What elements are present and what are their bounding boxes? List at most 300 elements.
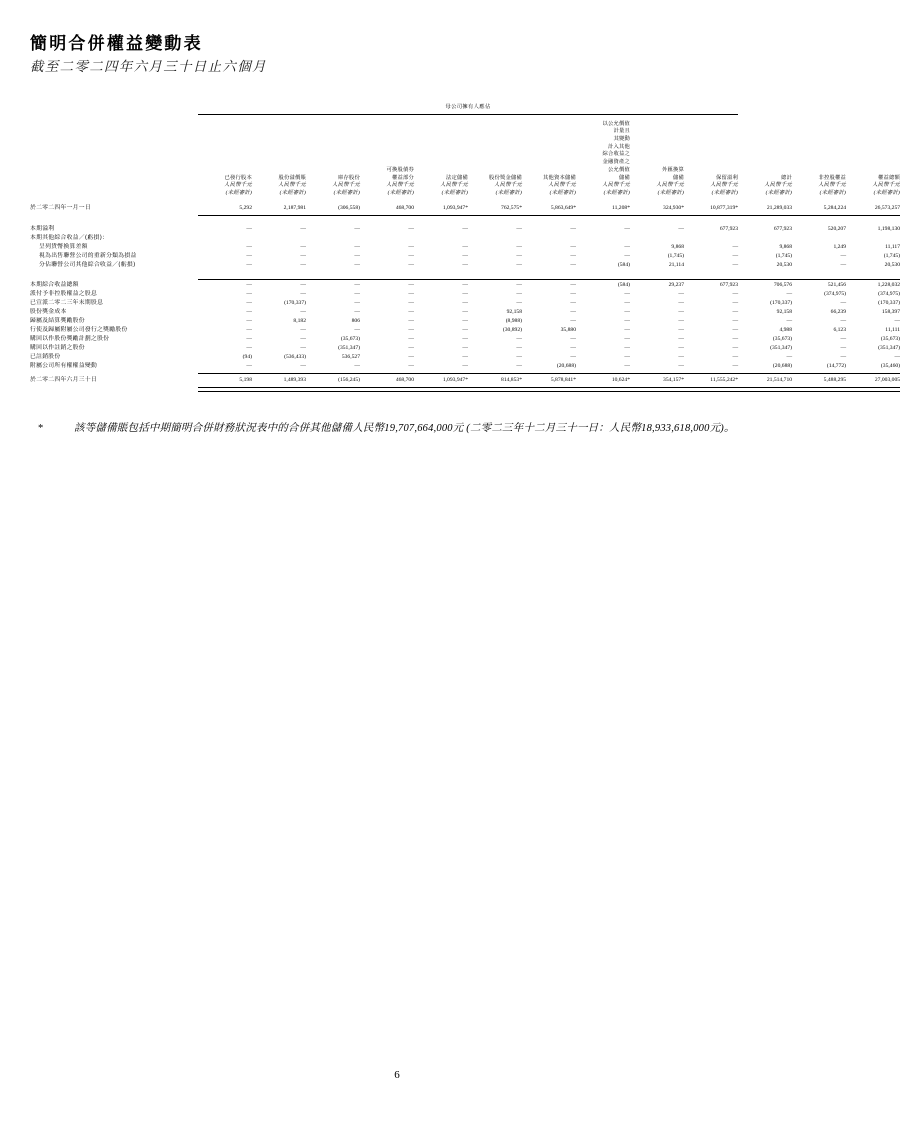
cell-value: 706,576 <box>773 282 793 289</box>
cell-value: 6,123 <box>833 327 847 334</box>
row-label: 購回以作股份獎勵計劃之股份 <box>30 336 110 343</box>
cell-value: — <box>678 300 684 307</box>
row-label: 派付予非控股權益之股息 <box>30 291 98 298</box>
cell-value: — <box>246 318 252 325</box>
cell-value: 5,292 <box>239 204 252 211</box>
footnote <box>30 420 764 438</box>
cell-value: — <box>246 327 252 334</box>
cell-value: — <box>246 282 252 289</box>
cell-value: — <box>786 291 793 298</box>
cell-value: 5,878,841* <box>550 376 576 383</box>
cell-value: — <box>246 252 252 259</box>
table-row <box>30 351 900 360</box>
table-row <box>30 306 900 315</box>
cell-value: 9,868 <box>671 243 684 250</box>
cell-value <box>684 232 738 241</box>
cell-value: — <box>678 318 684 325</box>
cell-value: — <box>354 291 360 298</box>
cell-value: — <box>354 225 360 232</box>
cell-value: (306,558) <box>338 204 360 211</box>
cell-value: — <box>516 345 522 352</box>
cell-value <box>846 232 900 241</box>
cell-value: — <box>408 354 414 361</box>
cell-value: (170,337) <box>878 300 900 307</box>
row-label: 購回以作註銷之股份 <box>30 345 85 352</box>
cell-value: 21,114 <box>668 261 684 268</box>
cell-value: (584) <box>617 261 630 268</box>
cell-value: — <box>570 282 576 289</box>
cell-value: — <box>300 243 306 250</box>
cell-value: (14,772) <box>826 363 847 370</box>
cell-value: — <box>408 282 414 289</box>
column-header-name: 可換股債券 權益部分 <box>386 166 414 181</box>
table-row <box>30 315 900 324</box>
row-label: 視為出售聯營公司的重新分類為損益 <box>39 252 137 259</box>
column-header-unit: 人民幣千元 <box>602 182 630 189</box>
cell-value: 521,456 <box>827 282 847 289</box>
cell-value: 468,700 <box>395 204 414 211</box>
cell-value <box>360 232 414 241</box>
cell-value: — <box>732 363 739 370</box>
cell-value: — <box>732 345 739 352</box>
cell-value: — <box>462 318 468 325</box>
cell-value: 35,880 <box>560 327 576 334</box>
cell-value: — <box>408 261 414 268</box>
cell-value: — <box>840 252 847 259</box>
cell-value: 4,988 <box>779 327 793 334</box>
cell-value: 20,530 <box>884 261 900 268</box>
column-header-name: 法定儲備 <box>446 174 468 181</box>
cell-value: 1,198,130 <box>877 225 900 232</box>
column-header-name: 庫存股份 <box>338 174 360 181</box>
cell-value: 520,207 <box>827 225 847 232</box>
cell-value: 11,111 <box>885 327 900 334</box>
cell-value: — <box>894 354 900 361</box>
cell-value: (374,975) <box>824 291 847 298</box>
column-header-name: 以公允價值 計量且 其變動 計入其他 綜合收益之 金融資產之 公允價值 儲備 <box>602 120 630 181</box>
cell-value: (351,347) <box>878 345 900 352</box>
column-header-11 <box>738 121 792 198</box>
cell-value: (20,688) <box>772 363 793 370</box>
cell-value: — <box>516 291 522 298</box>
cell-value: 10,624* <box>611 376 630 383</box>
row-label: 本期溢利 <box>30 225 55 232</box>
cell-value: 9,868 <box>779 243 793 250</box>
cell-value: — <box>246 261 252 268</box>
table-row <box>30 232 900 241</box>
cell-value: 354,157* <box>663 376 684 383</box>
cell-value: — <box>840 354 847 361</box>
cell-value: — <box>678 336 684 343</box>
column-header-7 <box>522 121 576 198</box>
cell-value: — <box>516 282 522 289</box>
cell-value: — <box>408 300 414 307</box>
cell-value: — <box>678 327 684 334</box>
column-header-name: 總計 <box>781 174 793 181</box>
row-label: 於二零二四年六月三十日 <box>30 376 98 383</box>
cell-value: 677,923 <box>719 282 739 289</box>
column-header-name: 股份獎金儲備 <box>489 174 522 181</box>
cell-value: — <box>624 300 630 307</box>
cell-value: — <box>624 225 630 232</box>
cell-value: 1,249 <box>833 243 847 250</box>
cell-value: — <box>516 252 522 259</box>
cell-value: — <box>624 354 630 361</box>
cell-value: (170,337) <box>770 300 793 307</box>
cell-value: — <box>246 225 252 232</box>
cell-value: — <box>246 309 252 316</box>
cell-value: — <box>516 363 522 370</box>
cell-value: — <box>840 318 847 325</box>
column-header-name: 股份溢價賬 <box>278 174 306 181</box>
cell-value: — <box>462 363 468 370</box>
cell-value: 762,575* <box>501 204 522 211</box>
column-header-audit: (未經審計) <box>657 190 684 196</box>
column-header-name: 已發行股本 <box>224 174 252 181</box>
page-subtitle: 截至二零二四年六月三十日止六個月 <box>30 59 267 75</box>
cell-value <box>198 232 252 241</box>
cell-value: (1,745) <box>667 252 684 259</box>
cell-value: (170,337) <box>284 300 306 307</box>
cell-value: — <box>732 300 739 307</box>
cell-value: — <box>408 336 414 343</box>
cell-value: — <box>732 291 739 298</box>
cell-value: (584) <box>617 282 630 289</box>
row-label: 於二零二四年一月一日 <box>30 204 91 211</box>
row-label: 已宣派二零二三年末期股息 <box>30 300 104 307</box>
cell-value: — <box>624 318 630 325</box>
cell-value: (1,745) <box>775 252 793 259</box>
column-header-unit: 人民幣千元 <box>494 182 522 189</box>
row-label: 本期其他綜合收益／(虧損)： <box>30 234 109 241</box>
cell-value: — <box>246 243 252 250</box>
cell-value: — <box>462 336 468 343</box>
cell-value: — <box>732 336 739 343</box>
column-header-audit: (未經審計) <box>549 190 576 196</box>
column-header-name: 非控股權益 <box>818 174 847 181</box>
cell-value: 1,093,947* <box>442 376 468 383</box>
cell-value: — <box>570 291 576 298</box>
cell-value: 1,228,032 <box>877 282 900 289</box>
cell-value: — <box>462 327 468 334</box>
cell-value: — <box>516 354 522 361</box>
cell-value <box>792 232 846 241</box>
cell-value: (351,347) <box>770 345 793 352</box>
column-header-6 <box>468 121 522 198</box>
cell-value: — <box>678 291 684 298</box>
column-header-audit: (未經審計) <box>333 190 360 196</box>
column-header-4 <box>360 121 414 198</box>
cell-value: 21,514,710 <box>766 376 793 383</box>
cell-value: — <box>570 243 576 250</box>
cell-value: — <box>246 363 252 370</box>
cell-value: — <box>462 354 468 361</box>
cell-value <box>414 232 468 241</box>
column-header-audit: (未經審計) <box>495 190 522 196</box>
cell-value <box>252 232 306 241</box>
table-row <box>30 342 900 351</box>
cell-value: (20,688) <box>556 363 576 370</box>
table-row <box>30 241 900 250</box>
cell-value: 468,700 <box>395 376 414 383</box>
cell-value: — <box>624 252 630 259</box>
cell-value: — <box>354 282 360 289</box>
cell-value: — <box>462 300 468 307</box>
cell-value: — <box>300 327 306 334</box>
cell-value: 806 <box>351 318 360 325</box>
cell-value: — <box>732 354 739 361</box>
cell-value: — <box>732 318 739 325</box>
cell-value: — <box>678 363 684 370</box>
cell-value: — <box>300 363 306 370</box>
cell-value: — <box>462 261 468 268</box>
cell-value: — <box>624 309 630 316</box>
cell-value: (30,892) <box>502 327 522 334</box>
cell-value: 11,555,242* <box>710 376 739 383</box>
cell-value: 26,573,257 <box>874 204 900 211</box>
cell-value: — <box>408 225 414 232</box>
page-number: 6 <box>394 1069 400 1081</box>
column-header-unit: 人民幣千元 <box>332 182 360 189</box>
cell-value: — <box>462 225 468 232</box>
column-header-10 <box>684 121 738 198</box>
table-row <box>30 223 900 232</box>
cell-value: — <box>408 363 414 370</box>
row-label: 本期綜合收益總額 <box>30 282 79 289</box>
cell-value: (351,347) <box>338 345 360 352</box>
cell-value: — <box>462 309 468 316</box>
footnote-text: 該等儲備賬包括中期簡明合併財務狀況表中的合併其他儲備人民幣19,707,664,000元 (二零二三年十二月三十一日：人民幣18,933,618,000元)。 <box>74 422 735 434</box>
cell-value: — <box>354 300 360 307</box>
cell-value: — <box>408 252 414 259</box>
cell-value: — <box>624 243 630 250</box>
cell-value: — <box>354 252 360 259</box>
cell-value: — <box>408 327 414 334</box>
cell-value: (1,745) <box>883 252 900 259</box>
column-header-name: 權益總額 <box>878 174 900 181</box>
cell-value: — <box>300 309 306 316</box>
column-header-unit: 人民幣千元 <box>656 182 684 189</box>
cell-value: 5,198 <box>239 376 252 383</box>
cell-value: 677,923 <box>773 225 793 232</box>
cell-value <box>738 232 792 241</box>
cell-value: — <box>570 261 576 268</box>
cell-value: — <box>408 318 414 325</box>
cell-value: 158,397 <box>881 309 900 316</box>
column-header-1 <box>198 121 252 198</box>
cell-value: — <box>678 225 684 232</box>
cell-value: (94) <box>242 354 252 361</box>
cell-value: — <box>300 252 306 259</box>
table-row <box>30 250 900 259</box>
column-header-13 <box>846 121 900 198</box>
cell-value: — <box>246 291 252 298</box>
column-header-audit: (未經審計) <box>441 190 468 196</box>
column-header-9 <box>630 121 684 198</box>
row-label: 附屬公司所有權權益變動 <box>30 363 98 370</box>
cell-value: 1,093,947* <box>442 204 468 211</box>
cell-value: — <box>300 336 306 343</box>
cell-value: — <box>246 300 252 307</box>
table-row <box>30 297 900 306</box>
cell-value: — <box>462 345 468 352</box>
cell-value: — <box>300 225 306 232</box>
cell-value <box>468 232 522 241</box>
cell-value: 1,489,393 <box>283 376 306 383</box>
footnote-marker: * <box>38 422 44 434</box>
cell-value: — <box>408 291 414 298</box>
column-header-audit: (未經審計) <box>603 190 630 196</box>
cell-value: (35,673) <box>340 336 360 343</box>
table-row <box>30 279 900 288</box>
cell-value: 5,863,649* <box>550 204 576 211</box>
column-header-2 <box>252 121 306 198</box>
cell-value: — <box>570 309 576 316</box>
cell-value: — <box>300 345 306 352</box>
cell-value: — <box>570 318 576 325</box>
cell-value: — <box>462 282 468 289</box>
cell-value: — <box>354 327 360 334</box>
cell-value: (156,245) <box>338 376 360 383</box>
column-header-name: 其他資本儲備 <box>543 174 576 181</box>
column-header-unit: 人民幣千元 <box>224 182 252 189</box>
cell-value: — <box>732 327 739 334</box>
cell-value: 324,930* <box>663 204 684 211</box>
column-header-audit: (未經審計) <box>819 190 847 196</box>
cell-value: (35,460) <box>880 363 900 370</box>
cell-value: 66,239 <box>830 309 847 316</box>
cell-value: — <box>408 243 414 250</box>
table-row <box>30 202 900 211</box>
column-header-unit: 人民幣千元 <box>386 182 414 189</box>
cell-value: — <box>840 345 847 352</box>
column-header-unit: 人民幣千元 <box>872 182 900 189</box>
cell-value: — <box>408 309 414 316</box>
cell-value: — <box>786 354 793 361</box>
cell-value: 2,187,981 <box>283 204 306 211</box>
column-header-name: 外匯換算 儲備 <box>662 166 684 181</box>
cell-value: 20,530 <box>776 261 793 268</box>
cell-value: — <box>732 252 739 259</box>
cell-value: — <box>678 354 684 361</box>
column-header-8 <box>576 121 630 198</box>
column-header-unit: 人民幣千元 <box>278 182 306 189</box>
cell-value: — <box>894 318 900 325</box>
cell-value: — <box>570 336 576 343</box>
cell-value: 21,289,033 <box>766 204 793 211</box>
table-row <box>30 374 900 383</box>
cell-value: — <box>462 291 468 298</box>
cell-value <box>306 232 360 241</box>
column-header-audit: (未經審計) <box>711 190 739 196</box>
cell-value: 92,158 <box>506 309 522 316</box>
cell-value: — <box>246 336 252 343</box>
cell-value: — <box>678 345 684 352</box>
cell-value: — <box>516 336 522 343</box>
cell-value: 814,853* <box>501 376 522 383</box>
column-header-audit: (未經審計) <box>387 190 414 196</box>
cell-value: — <box>570 354 576 361</box>
cell-value: — <box>300 261 306 268</box>
cell-value: — <box>840 300 847 307</box>
row-label: 行使及歸屬附屬公司發行之獎勵股份 <box>30 327 128 334</box>
cell-value: 677,923 <box>719 225 739 232</box>
cell-value: — <box>516 243 522 250</box>
cell-value: 29,237 <box>668 282 684 289</box>
cell-value: — <box>408 345 414 352</box>
cell-value: (8,988) <box>505 318 522 325</box>
page-title: 簡明合併權益變動表 <box>30 34 203 54</box>
column-header-audit: (未經審計) <box>873 190 900 196</box>
table-row <box>30 259 900 268</box>
equity-changes-table <box>30 102 900 392</box>
table-group-header: 母公司擁有人應佔 <box>445 103 491 110</box>
row-label: 股份獎金成本 <box>30 309 67 316</box>
cell-value: 5,284,224 <box>823 204 847 211</box>
cell-value: — <box>678 309 684 316</box>
cell-value: — <box>300 291 306 298</box>
table-row <box>30 288 900 297</box>
cell-value: — <box>732 261 739 268</box>
column-header-name: 保留溢利 <box>716 174 739 181</box>
column-header-audit: (未經審計) <box>225 190 252 196</box>
table-row <box>30 324 900 333</box>
column-header-audit: (未經審計) <box>279 190 306 196</box>
row-label: 呈列貨幣換算差額 <box>39 243 88 250</box>
cell-value: 536,527 <box>341 354 360 361</box>
column-header-3 <box>306 121 360 198</box>
row-label: 歸屬及結算獎勵股份 <box>30 318 85 325</box>
cell-value: — <box>570 300 576 307</box>
column-header-12 <box>792 121 846 198</box>
cell-value: 11,117 <box>885 243 900 250</box>
row-label: 已註銷股份 <box>30 354 61 361</box>
cell-value: 5,488,295 <box>823 376 847 383</box>
cell-value: — <box>462 243 468 250</box>
cell-value: — <box>786 318 793 325</box>
cell-value: — <box>570 225 576 232</box>
cell-value: — <box>570 345 576 352</box>
cell-value: — <box>354 243 360 250</box>
row-label: 分佔聯營公司其他綜合收益／(虧損) <box>39 261 136 268</box>
cell-value: (35,673) <box>772 336 793 343</box>
cell-value: 11,208* <box>612 204 630 211</box>
cell-value: — <box>624 336 630 343</box>
cell-value <box>576 232 630 241</box>
cell-value: — <box>462 252 468 259</box>
cell-value: (536,433) <box>284 354 306 361</box>
cell-value: 10,877,319* <box>710 204 739 211</box>
cell-value: — <box>732 243 739 250</box>
column-header-5 <box>414 121 468 198</box>
cell-value: — <box>516 261 522 268</box>
table-row <box>30 333 900 342</box>
cell-value: — <box>624 291 630 298</box>
cell-value: — <box>570 252 576 259</box>
cell-value: — <box>732 309 739 316</box>
column-header-unit: 人民幣千元 <box>710 182 739 189</box>
cell-value: — <box>624 327 630 334</box>
cell-value: 8,182 <box>293 318 306 325</box>
column-header-unit: 人民幣千元 <box>440 182 468 189</box>
cell-value: (374,975) <box>878 291 900 298</box>
cell-value: — <box>354 363 360 370</box>
cell-value: — <box>516 225 522 232</box>
column-header-audit: (未經審計) <box>765 190 793 196</box>
cell-value <box>522 232 576 241</box>
cell-value: 27,003,005 <box>874 376 900 383</box>
cell-value: — <box>246 345 252 352</box>
